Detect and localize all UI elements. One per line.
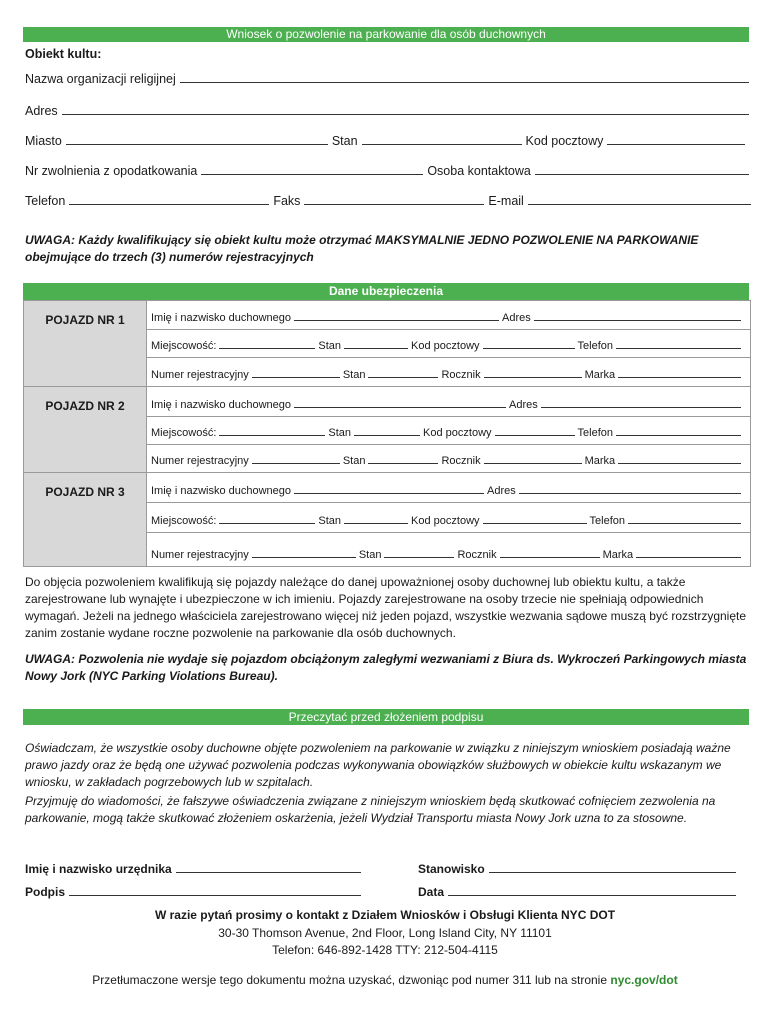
tax-row	[25, 164, 753, 178]
vehicle-2-zip-field[interactable]	[495, 434, 575, 436]
position-label: Stanowisko	[418, 862, 485, 876]
address-row	[25, 104, 753, 118]
org-name-field[interactable]	[180, 81, 749, 83]
contact-field[interactable]	[535, 173, 749, 175]
date-field[interactable]	[448, 894, 736, 896]
vehicle-2-year-field[interactable]	[484, 462, 582, 464]
signature-label: Podpis	[25, 885, 66, 899]
vehicle-2-row-name	[146, 387, 750, 417]
date-row	[418, 885, 740, 899]
read-before-sign-bar: Przeczytać przed złożeniem podpisu	[23, 709, 749, 725]
locality-label: Miejscowość:	[151, 515, 217, 527]
vehicle-3-row-plate	[146, 533, 750, 566]
vehicle-3-plate-field[interactable]	[252, 556, 356, 558]
vehicle-1-label: POJAZD NR 1	[24, 301, 146, 387]
footer	[0, 973, 770, 987]
vehicle-2-label: POJAZD NR 2	[24, 387, 146, 473]
make-label: Marka	[584, 369, 616, 381]
state-label: Stan	[342, 369, 366, 381]
clergy-name-label: Imię i nazwisko duchownego	[151, 485, 292, 497]
signature-field[interactable]	[69, 894, 361, 896]
plate-label: Numer rejestracyjny	[151, 369, 249, 381]
vehicle-2-address-field[interactable]	[541, 406, 741, 408]
address-label: Adres	[25, 104, 58, 118]
vehicle-1-plate-state-field[interactable]	[368, 376, 438, 378]
clergy-name-label: Imię i nazwisko duchownego	[151, 312, 292, 324]
vehicle-1-row-plate	[146, 358, 750, 387]
address-label: Adres	[502, 312, 531, 324]
declaration-paragraph-1: Oświadczam, że wszystkie osoby duchowne objęte pozwoleniem na parkowanie w związku z niniejszym wnioskiem posiadają ważne prawo jazdy oraz że będą one używać pozwolenia podczas wykonywania obowiązków służbowych w obiekcie kultu wskazanym we wniosku, w zakładach pogrzebowych lub w szpitalach.	[25, 741, 731, 789]
org-name-row	[25, 72, 753, 86]
city-row	[25, 134, 749, 148]
warning-max-permit: UWAGA: Każdy kwalifikujący się obiekt kultu może otrzymać MAKSYMALNIE JEDNO POZWOLENIE NA PARKOWANIE obejmujące do trzech (3) numerów rejestracyjnych	[25, 233, 699, 264]
address-field[interactable]	[62, 113, 749, 115]
vehicle-2-locality-field[interactable]	[219, 434, 325, 436]
vehicle-3-zip-field[interactable]	[483, 522, 587, 524]
tax-exempt-field[interactable]	[201, 173, 423, 175]
city-label: Miasto	[25, 134, 62, 148]
year-label: Rocznik	[457, 549, 497, 561]
official-name-row	[25, 862, 365, 876]
vehicle-2-row-plate	[146, 445, 750, 473]
vehicle-3-year-field[interactable]	[500, 556, 600, 558]
zip-field[interactable]	[607, 143, 745, 145]
vehicle-3-clergy-name-field[interactable]	[294, 492, 484, 494]
declaration-paragraph-2: Przyjmuję do wiadomości, że fałszywe oświadczenia związane z niniejszym wnioskiem będą skutkować cofnięciem zezwolenia na parkowanie, mogą także skutkować złożeniem oskarżenia, jeżeli Wydział Transportu miasta Nowy Jork uzna to za stosowne.	[25, 794, 716, 825]
vehicle-1-row-locality	[146, 330, 750, 358]
eligibility-paragraph: Do objęcia pozwoleniem kwalifikują się pojazdy należące do danej upoważnionej osoby duchownej lub obiektu kultu, a także zarejestrowane lub wynajęte i ubezpieczone w ich imieniu. Pojazdy zarejestrowane na osoby trzecie nie spełniają odpowiednich wymagań. Jeżeli na jednego właściciela zarejestrowano więcej niż jeden pojazd, wszystkie wezwania sądowe muszą być rozstrzygnięte zanim zostanie wydane roczne pozwolenie na parkowanie dla osób duchownych.	[25, 575, 747, 640]
vehicle-3-plate-state-field[interactable]	[384, 556, 454, 558]
vehicle-1-row-name	[146, 301, 750, 330]
fax-field[interactable]	[304, 203, 484, 205]
vehicle-1-year-field[interactable]	[484, 376, 582, 378]
vehicle-1-make-field[interactable]	[618, 376, 741, 378]
vehicle-3-state-field[interactable]	[344, 522, 408, 524]
vehicle-1-plate-field[interactable]	[252, 376, 340, 378]
year-label: Rocznik	[441, 455, 481, 467]
vehicle-3-address-field[interactable]	[519, 492, 741, 494]
date-label: Data	[418, 885, 445, 899]
zip-label: Kod pocztowy	[525, 134, 604, 148]
state-label: Stan	[342, 455, 366, 467]
state-label: Stan	[318, 340, 342, 352]
plate-label: Numer rejestracyjny	[151, 455, 249, 467]
zip-label: Kod pocztowy	[411, 340, 480, 352]
vehicle-1-clergy-name-field[interactable]	[294, 319, 499, 321]
warning-violations: UWAGA: Pozwolenia nie wydaje się pojazdom obciążonym zaległymi wezwaniami z Biura ds. Wykroczeń Parkingowych miasta Nowy Jork (NYC Parking Violations Bureau).	[25, 652, 747, 683]
position-field[interactable]	[489, 871, 736, 873]
nyc-dot-link[interactable]: nyc.gov/dot	[610, 973, 678, 987]
position-row	[418, 862, 740, 876]
contact-heading: W razie pytań prosimy o kontakt z Działem Wniosków i Obsługi Klienta NYC DOT	[154, 908, 616, 922]
contact-phones: Telefon: 646-892-1428 TTY: 212-504-4115	[272, 943, 498, 957]
vehicle-3-row-name	[146, 473, 750, 503]
city-field[interactable]	[66, 143, 328, 145]
vehicle-2-row-locality	[146, 417, 750, 445]
phone-row	[25, 194, 755, 208]
tax-exempt-label: Nr zwolnienia z opodatkowania	[25, 164, 198, 178]
official-name-field[interactable]	[176, 871, 361, 873]
vehicle-3-label: POJAZD NR 3	[24, 473, 146, 566]
vehicle-1-address-field[interactable]	[534, 319, 741, 321]
make-label: Marka	[584, 455, 616, 467]
contact-address: 30-30 Thomson Avenue, 2nd Floor, Long Island City, NY 11101	[218, 926, 552, 940]
footer-text: Przetłumaczone wersje tego dokumentu można uzyskać, dzwoniąc pod numer 311 lub na stronie	[92, 973, 608, 987]
phone-label: Telefon	[589, 515, 626, 527]
vehicle-2-plate-field[interactable]	[252, 462, 340, 464]
state-label: Stan	[331, 134, 358, 148]
vehicle-3-row-locality	[146, 503, 750, 533]
vehicle-1-zip-field[interactable]	[483, 347, 575, 349]
vehicle-3-locality-field[interactable]	[219, 522, 315, 524]
form-title-bar: Wniosek o pozwolenie na parkowanie dla osób duchownych	[23, 27, 749, 42]
contact-label: Osoba kontaktowa	[427, 164, 531, 178]
zip-label: Kod pocztowy	[411, 515, 480, 527]
vehicle-1-state-field[interactable]	[344, 347, 408, 349]
vehicle-1-locality-field[interactable]	[219, 347, 315, 349]
state-label: Stan	[328, 427, 352, 439]
email-label: E-mail	[488, 194, 524, 208]
address-label: Adres	[509, 399, 538, 411]
insurance-table	[23, 300, 751, 567]
phone-label: Telefon	[25, 194, 66, 208]
zip-label: Kod pocztowy	[423, 427, 492, 439]
phone-label: Telefon	[577, 340, 614, 352]
section-title: Obiekt kultu:	[25, 47, 102, 61]
official-name-label: Imię i nazwisko urzędnika	[25, 862, 172, 876]
clergy-name-label: Imię i nazwisko duchownego	[151, 399, 292, 411]
vehicle-3-make-field[interactable]	[636, 556, 741, 558]
address-label: Adres	[487, 485, 516, 497]
vehicle-2-phone-field[interactable]	[616, 434, 741, 436]
state-label: Stan	[318, 515, 342, 527]
phone-label: Telefon	[577, 427, 614, 439]
signature-row	[25, 885, 365, 899]
state-label: Stan	[358, 549, 382, 561]
vehicle-2-plate-state-field[interactable]	[368, 462, 438, 464]
state-field[interactable]	[362, 143, 522, 145]
make-label: Marka	[602, 549, 634, 561]
vehicle-3-phone-field[interactable]	[628, 522, 741, 524]
locality-label: Miejscowość:	[151, 427, 217, 439]
year-label: Rocznik	[441, 369, 481, 381]
email-field[interactable]	[528, 203, 751, 205]
insurance-bar: Dane ubezpieczenia	[23, 283, 749, 300]
vehicle-2-state-field[interactable]	[354, 434, 420, 436]
fax-label: Faks	[273, 194, 301, 208]
locality-label: Miejscowość:	[151, 340, 217, 352]
org-name-label: Nazwa organizacji religijnej	[25, 72, 176, 86]
vehicle-1-phone-field[interactable]	[616, 347, 741, 349]
plate-label: Numer rejestracyjny	[151, 549, 249, 561]
phone-field[interactable]	[69, 203, 269, 205]
vehicle-2-make-field[interactable]	[618, 462, 741, 464]
vehicle-2-clergy-name-field[interactable]	[294, 406, 506, 408]
